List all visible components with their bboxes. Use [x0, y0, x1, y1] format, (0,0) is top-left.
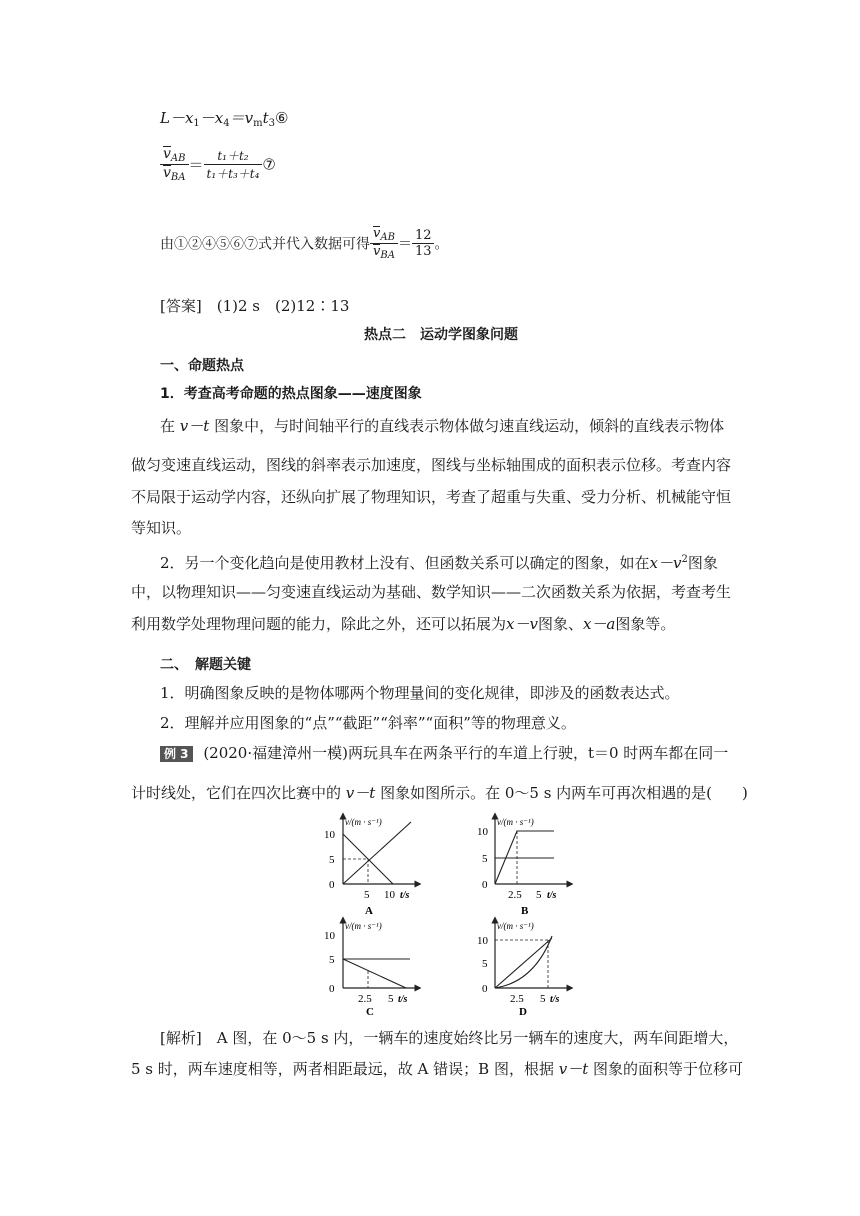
- para-1-line-3: 不局限于运动学内容，还纵向扩展了物理知识，考查了超重与失重、受力分析、机械能守恒: [131, 488, 732, 506]
- graph-b: [472, 812, 582, 922]
- y-tick: 5: [482, 853, 488, 865]
- graph-label: C: [366, 1006, 374, 1018]
- y-tick: 0: [482, 879, 488, 891]
- y-tick: 0: [329, 983, 335, 995]
- y-axis-label: v/(m · s⁻¹): [497, 921, 534, 931]
- para-1-line-1: 在 v－t 图象中，与时间轴平行的直线表示物体做匀速直线运动，倾斜的直线表示物体: [160, 417, 725, 435]
- y-tick: 10: [477, 826, 488, 838]
- heading-2: 二、 解题关键: [160, 657, 251, 673]
- y-axis-label: v/(m · s⁻¹): [497, 817, 534, 827]
- y-tick: 5: [329, 954, 335, 966]
- x-tick: 5: [536, 889, 542, 901]
- para-2-line-2: 中，以物理知识——匀变速直线运动为基础、数学知识——二次函数关系为依据，考查考生: [131, 583, 732, 601]
- y-tick: 10: [477, 935, 488, 947]
- key-point-1: 1．明确图象反映的是物体哪两个物理量间的变化规律，即涉及的函数表达式。: [160, 684, 680, 702]
- x-axis-label: t/s: [398, 994, 408, 1005]
- example-badge: 例 3: [160, 746, 193, 762]
- y-axis-label: v/(m · s⁻¹): [345, 921, 382, 931]
- item-1-title: 1．考查高考命题的热点图象——速度图象: [160, 386, 422, 402]
- y-tick: 10: [324, 829, 335, 841]
- para-2-line-1: 2．另一个变化趋向是使用教材上没有、但函数关系可以确定的图象，如在$x-v^2$图象: [160, 554, 718, 572]
- section-title: 热点二 运动学图象问题: [364, 327, 518, 343]
- equation-6: $L-x_1-x_4=v_mt_3⑥$: [160, 109, 289, 129]
- para-1-line-4: 等知识。: [131, 519, 192, 537]
- example-source: (2020·福建漳州一模): [203, 744, 348, 762]
- heading-1: 一、命题热点: [160, 358, 244, 374]
- graph-label: B: [521, 905, 529, 917]
- x-tick: 5: [364, 889, 370, 901]
- graph-d: [472, 916, 582, 1026]
- graph-label: A: [365, 905, 373, 917]
- analysis-line-2: 5 s 时，两车速度相等，两者相距最远，故 A 错误；B 图，根据 v－t 图象的面积等于位移可: [131, 1060, 744, 1078]
- example-line-2: 计时线处，它们在四次比赛中的 v－t 图象如图所示。在 0～5 s 内两车可再次相遇的是( ): [131, 784, 748, 802]
- y-tick: 0: [329, 879, 335, 891]
- para-1-line-2: 做匀变速直线运动，图线的斜率表示加速度，图线与坐标轴围成的面积表示位移。考查内容: [131, 456, 732, 474]
- y-tick: 5: [482, 958, 488, 970]
- analysis-line-1: [解析] A 图，在 0～5 s 内，一辆车的速度始终比另一辆车的速度大，两车间距增大，: [160, 1029, 739, 1047]
- graph-label: D: [519, 1006, 527, 1018]
- x-tick: 5: [540, 993, 546, 1005]
- graph-c: [320, 916, 430, 1026]
- line-decelerating: [343, 959, 406, 988]
- x-tick: 2.5: [510, 993, 524, 1005]
- y-tick: 10: [324, 930, 335, 942]
- x-tick: 2.5: [358, 993, 372, 1005]
- analysis-label: [解析]: [160, 1029, 202, 1047]
- para-2-line-3: 利用数学处理物理问题的能力，除此之外，还可以拓展为x－v图象、x－a图象等。: [131, 615, 676, 633]
- x-axis-label: t/s: [400, 890, 410, 901]
- conclusion-line: 由①②④⑤⑥⑦式并代入数据可得 $\frac{v_{AB}}{v_{BA}}$ ＝ $\frac{12}{13}$ 。: [160, 226, 449, 261]
- x-tick: 5: [388, 993, 394, 1005]
- x-tick: 2.5: [508, 889, 522, 901]
- y-axis-label: v/(m · s⁻¹): [345, 817, 382, 827]
- y-tick: 0: [482, 983, 488, 995]
- example-line-1: 例 3 (2020·福建漳州一模)两玩具车在两条平行的车道上行驶，t＝0 时两车都在同一: [160, 739, 728, 767]
- y-tick: 5: [329, 854, 335, 866]
- answer-text: (1)2 s (2)12∶13: [216, 297, 350, 315]
- x-axis-label: t/s: [550, 994, 560, 1005]
- graph-a: [320, 812, 430, 922]
- x-tick: 10: [384, 889, 395, 901]
- line-accelerating: [343, 822, 411, 884]
- x-axis-label: t/s: [547, 890, 557, 901]
- key-point-2: 2．理解并应用图象的“点”“截距”“斜率”“面积”等的物理意义。: [160, 714, 576, 732]
- equation-7: $\frac{v_{AB}}{v_{BA}}$ ＝ $\frac{\text{t₁＋t₂}}{\text{t₁＋t₃＋t₄}}$ ⑦: [160, 146, 276, 183]
- line-uniform-acceleration: [495, 938, 552, 988]
- answer-label: [答案]: [160, 297, 202, 315]
- answer-line: [160, 292, 349, 320]
